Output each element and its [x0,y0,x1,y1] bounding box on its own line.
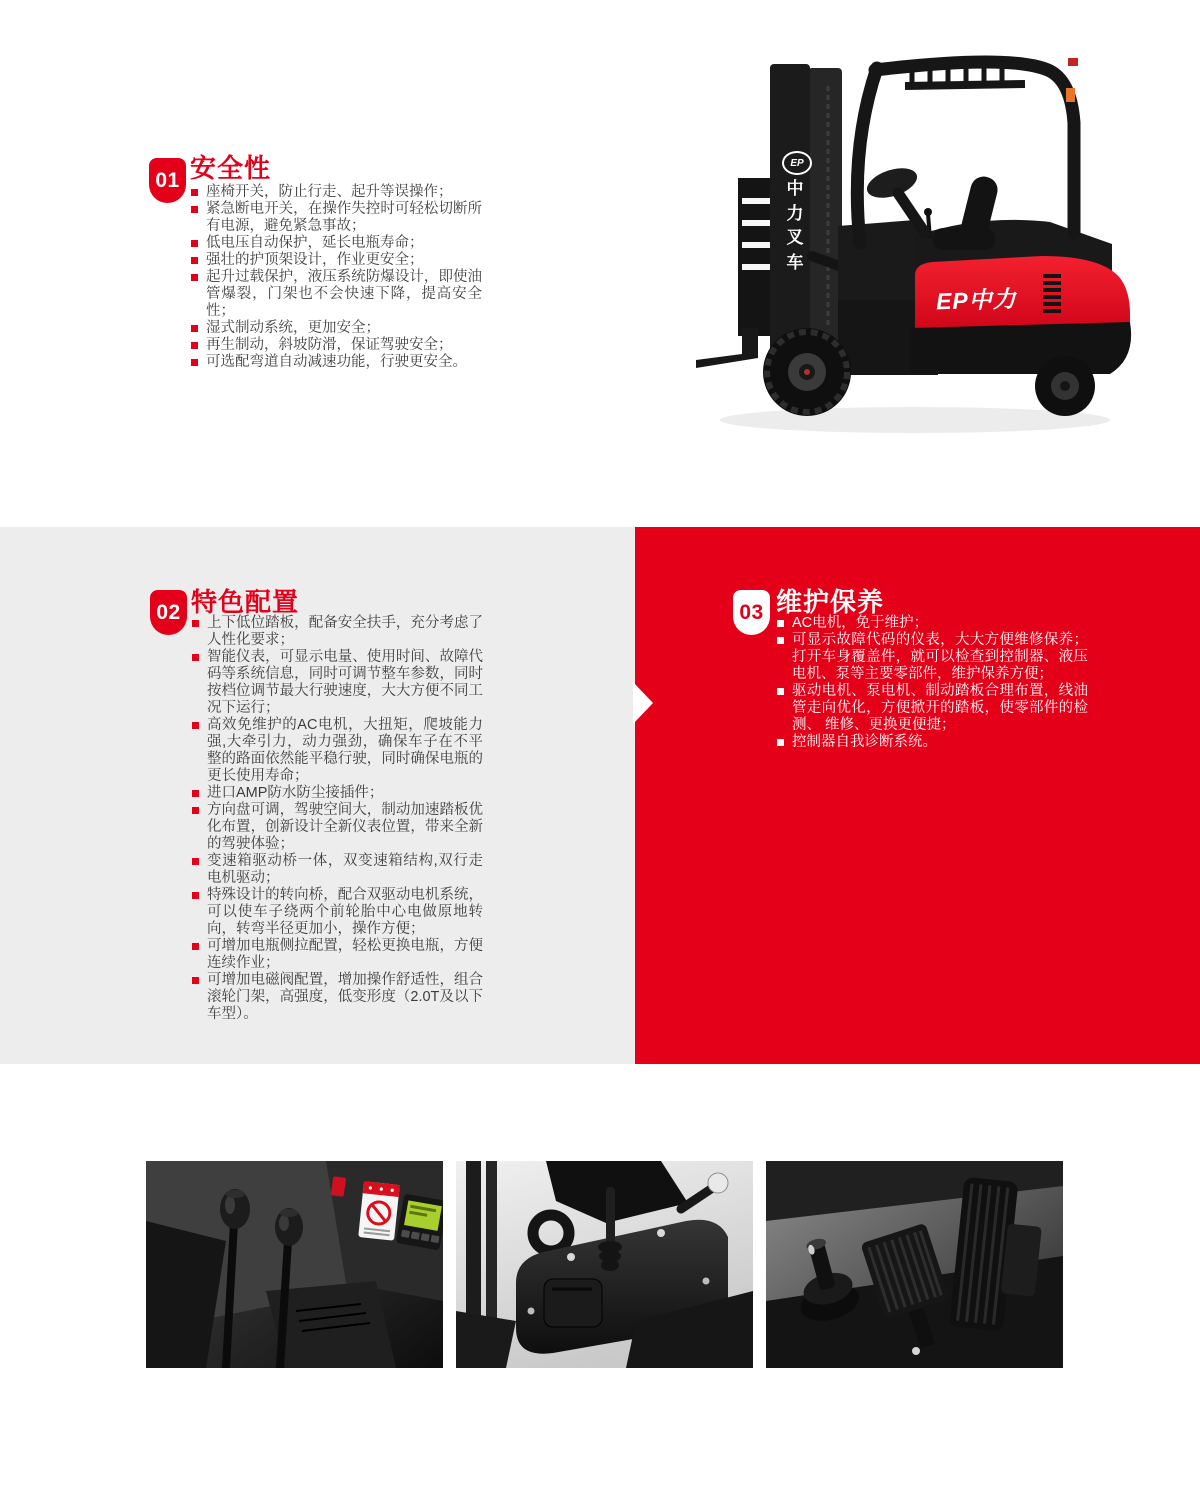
section-title-safety: 安全性 [190,153,272,183]
list-item [190,337,482,354]
bullet-text: AC电机，免于维护； [792,615,929,631]
list-item [776,683,1088,734]
list-item [191,972,483,1023]
list-item [191,615,483,649]
photo-control-levers [146,1161,443,1368]
bullet-square-icon [777,637,784,644]
bullet-square-icon [191,342,198,349]
bullet-square-icon [191,206,198,213]
bullet-square-icon [191,274,198,281]
photo-steering-column [456,1161,753,1368]
bullet-square-icon [777,739,784,746]
list-item [776,615,1088,632]
bullet-square-icon [191,359,198,366]
bullet-square-icon [192,943,199,950]
bullet-square-icon [192,807,199,814]
bullet-square-icon [191,325,198,332]
bullet-text: 可显示故障代码的仪表，大大方便维修保养；打开车身覆盖件，就可以检查到控制器、液压电机、泵等主要零部件，维护保养方便； [792,632,1088,682]
bullet-text: 可增加电磁阀配置，增加操作舒适性，组合滚轮门架，高强度，低变形度（2.0T及以下车型）。 [207,972,483,1022]
section-number-badge-01: 01 [149,158,186,203]
bullet-square-icon [191,189,198,196]
bullet-text: 方向盘可调，驾驶空间大，制动加速踏板优化布置，创新设计全新仪表位置，带来全新的驾驶体验； [207,802,483,852]
bullet-square-icon [192,977,199,984]
list-item [190,354,482,371]
list-item [191,802,483,853]
section-number-badge-03: 03 [733,590,770,635]
bullet-square-icon [191,240,198,247]
features-bullet-list [191,615,483,1023]
bullet-square-icon [192,654,199,661]
bullet-text: 变速箱驱动桥一体，双变速箱结构,双行走电机驱动； [207,853,483,886]
bullet-text: 可增加电瓶侧拉配置，轻松更换电瓶，方便连续作业； [207,938,483,971]
bullet-text: 可选配弯道自动减速功能，行驶更安全。 [206,354,467,370]
bullet-square-icon [191,257,198,264]
bullet-text: 高效免维护的AC电机，大扭矩，爬坡能力强,大牵引力，动力强劲，确保车子在不平整的路面依然能平稳行驶，同时确保电瓶的更长使用寿命； [207,717,483,784]
list-item [191,887,483,938]
bullet-text: 再生制动，斜坡防滑，保证驾驶安全； [206,337,453,353]
list-item [191,649,483,717]
mast-vertical-logo-text: 中力叉车 [786,179,804,272]
maintenance-bullet-list [776,615,1088,751]
bullet-square-icon [192,620,199,627]
bullet-text: 智能仪表，可显示电量、使用时间、故障代码等系统信息，同时可调节整车参数，同时按档位调节最大行驶速度，大大方便不同工况下运行； [207,649,483,716]
list-item [191,785,483,802]
bullet-square-icon [777,688,784,695]
body-logo-text: EP中力 [935,285,1018,315]
safety-bullet-list [190,184,482,371]
bullet-text: 驱动电机、泵电机、制动踏板合理布置，线油管走向优化，方便掀开的踏板，使零部件的检测、 维修、更换更便捷； [792,683,1088,733]
bullet-text: 紧急断电开关，在操作失控时可轻松切断所有电源，避免紧急事故； [206,201,482,234]
list-item [190,235,482,252]
list-item [190,184,482,201]
bullet-square-icon [777,620,784,627]
list-item [776,632,1088,683]
bullet-square-icon [192,892,199,899]
bullet-text: 座椅开关，防止行走、起升等误操作； [206,184,453,200]
list-item [191,717,483,785]
bullet-text: 起升过载保护，液压系统防爆设计，即使油管爆裂，门架也不会快速下降，提高安全性； [206,269,482,319]
bullet-square-icon [192,722,199,729]
bullet-text: 控制器自我诊断系统。 [792,734,937,750]
section-title-maintenance: 维护保养 [776,587,885,617]
chevron-right-icon [633,682,653,724]
list-item [776,734,1088,751]
list-item [190,252,482,269]
bullet-square-icon [192,858,199,865]
list-item [190,269,482,320]
bullet-text: 强壮的护顶架设计，作业更安全； [206,252,424,268]
photo-pedals [766,1161,1063,1368]
list-item [190,320,482,337]
section-title-features: 特色配置 [191,587,300,617]
list-item [190,201,482,235]
bullet-text: 湿式制动系统，更加安全； [206,320,380,336]
list-item [191,853,483,887]
maintenance-band-background [635,527,1200,1064]
bullet-text: 进口AMP防水防尘接插件； [207,785,384,801]
bullet-square-icon [192,790,199,797]
bullet-text: 上下低位踏板，配备安全扶手，充分考虑了人性化要求； [207,615,483,648]
forklift-photo [680,28,1160,448]
bullet-text: 低电压自动保护，延长电瓶寿命； [206,235,424,251]
bullet-text: 特殊设计的转向桥，配合双驱动电机系统，可以使车子绕两个前轮胎中心电做原地转向，转弯半径更加小，操作方便； [207,887,483,937]
ep-logo: EP [782,151,812,175]
section-number-badge-02: 02 [150,590,187,635]
list-item [191,938,483,972]
